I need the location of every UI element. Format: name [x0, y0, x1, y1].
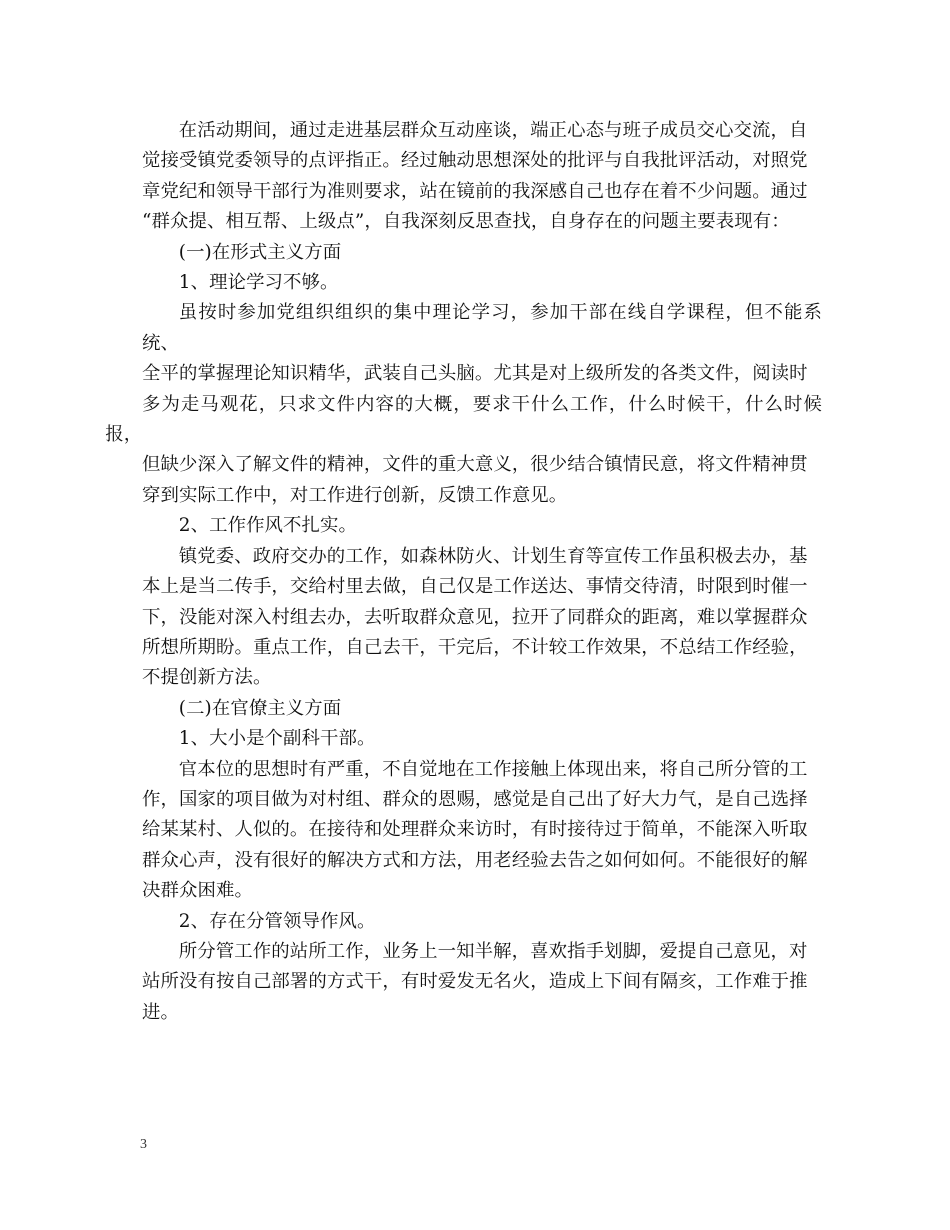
paragraph: [142, 694, 822, 724]
paragraph: [142, 542, 822, 694]
text-line: 在活动期间，通过走进基层群众互动座谈，端正心态与班子成员交心交流，自: [178, 120, 808, 141]
text-line: 全平的掌握理论知识精华，武装自己头脑。尤其是对上级所发的各类文件，阅读时: [142, 363, 808, 385]
text-line: 穿到实际工作中，对工作进行创新，反馈工作意见。: [142, 484, 568, 506]
text-line: 不提创新方法。: [142, 667, 272, 689]
paragraph: [142, 907, 822, 937]
text-line: 下，没能对深入村组去办，去听取群众意见，拉开了同群众的距离，难以掌握群众: [142, 606, 808, 628]
paragraph: [142, 116, 822, 238]
text-line: 作，国家的项目做为对村组、群众的恩赐，感觉是自己出了好大力气，是自己选择: [142, 788, 808, 810]
text-line: 官本位的思想时有严重，不自觉地在工作接触上体现出来，将自己所分管的工: [178, 758, 808, 780]
text-line: 2、存在分管领导作风。: [178, 910, 376, 932]
text-line: 站所没有按自己部署的方式干，有时爱发无名火，造成上下间有隔亥，工作难于推: [142, 971, 808, 993]
text-line: 所想所期盼。重点工作，自己去干，干完后，不计较工作效果，不总结工作经验，: [142, 636, 808, 658]
text-line: 虽按时参加党组织组织的集中理论学习，参加干部在线自学课程，但不能系统、: [142, 302, 822, 354]
text-line: 进。: [142, 1001, 179, 1023]
text-line: 觉接受镇党委领导的点评指正。经过触动思想深处的批评与自我批评活动，对照党: [142, 150, 808, 172]
text-line: 1、大小是个副科干部。: [178, 728, 376, 750]
text-line: (二)在官僚主义方面: [178, 697, 342, 719]
text-line: 但缺少深入了解文件的精神，文件的重大意义，很少结合镇情民意，将文件精神贯: [142, 454, 808, 476]
text-line: “群众提、相互帮、上级点”，自我深刻反思查找，自身存在的问题主要表现有：: [142, 211, 790, 233]
paragraph: [142, 755, 822, 907]
text-line: 章党纪和领导干部行为准则要求，站在镜前的我深感自己也存在着不少问题。通过: [142, 180, 808, 202]
paragraph: [142, 724, 822, 754]
page-number: 3: [140, 1137, 147, 1152]
paragraph: [105, 298, 822, 511]
text-line: 所分管工作的站所工作，业务上一知半解，喜欢指手划脚，爱提自己意见，对: [178, 940, 808, 962]
paragraph: [142, 268, 822, 298]
text-line: 镇党委、政府交办的工作，如森林防火、计划生育等宣传工作虽积极去办，基: [178, 545, 808, 567]
text-line: 1、理论学习不够。: [178, 272, 339, 294]
text-line: 多为走马观花，只求文件内容的大概，要求干什么工作，什么时候干，什么时候报，: [105, 393, 822, 446]
paragraph: [142, 511, 822, 541]
text-line: 本上是当二传手，交给村里去做，自己仅是工作送达、事情交待清，时限到时催一: [142, 576, 808, 598]
body-text: [105, 116, 822, 1028]
text-line: 2、工作作风不扎实。: [178, 515, 358, 537]
paragraph: [142, 238, 822, 268]
text-line: 给某某村、人似的。在接待和处理群众来访时，有时接待过于简单，不能深入听取: [142, 819, 808, 841]
paragraph: [142, 937, 822, 1028]
text-line: 群众心声，没有很好的解决方式和方法，用老经验去告之如何如何。不能很好的解: [142, 849, 808, 871]
text-line: (一)在形式主义方面: [178, 241, 342, 263]
text-line: 决群众困难。: [142, 880, 253, 902]
